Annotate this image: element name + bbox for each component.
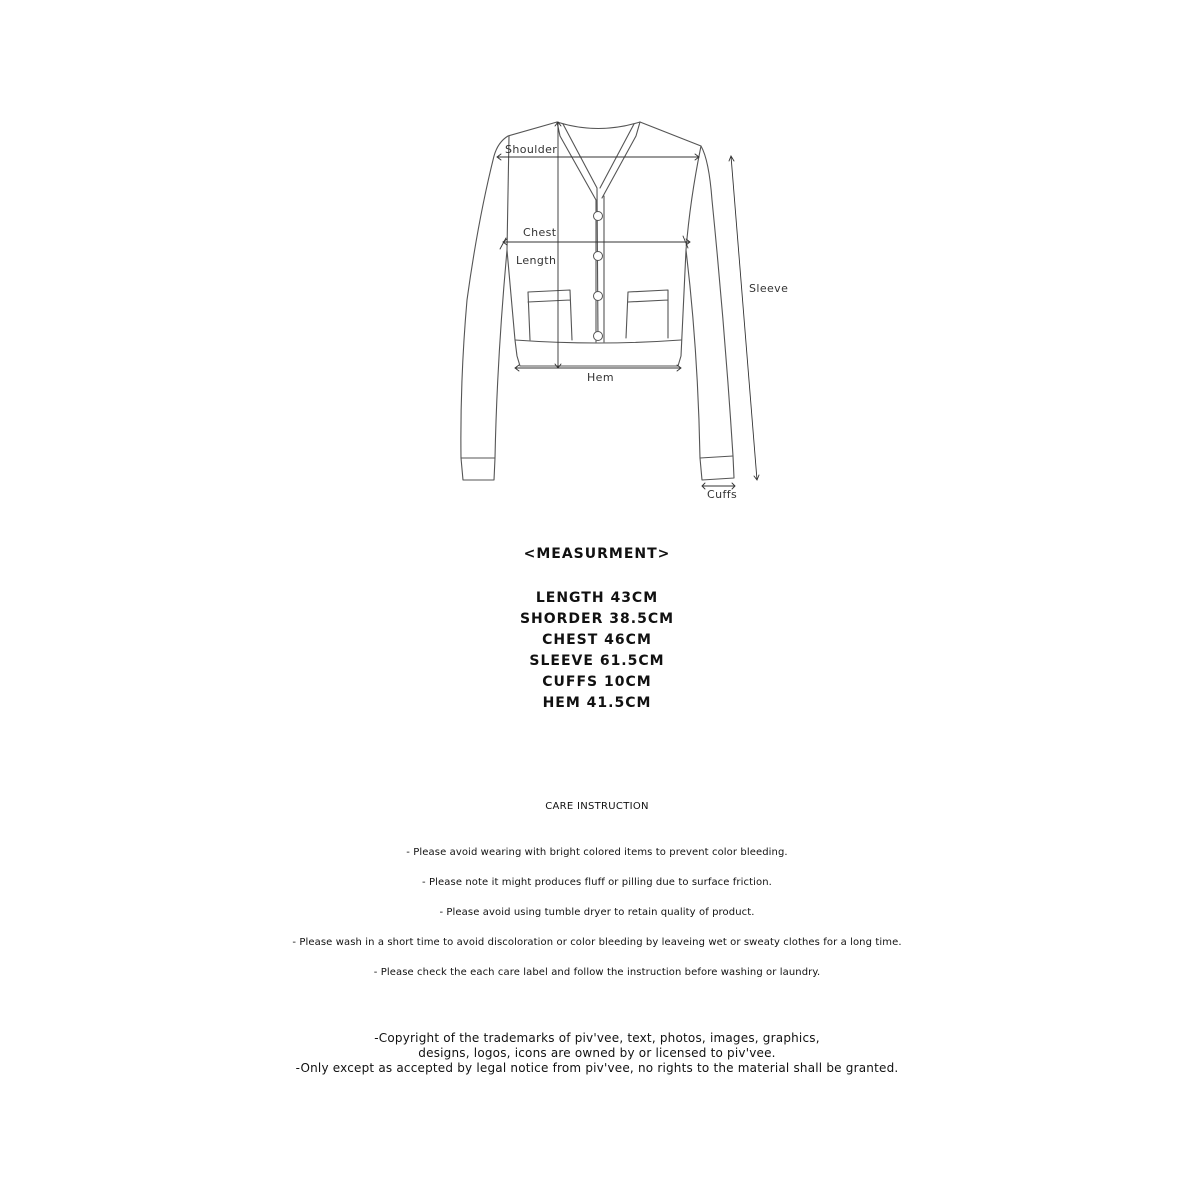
- collar-inner-right: [602, 122, 640, 198]
- measurement-sleeve: SLEEVE 61.5CM: [529, 653, 665, 669]
- copyright-line: designs, logos, icons are owned by or licensed to piv'vee.: [418, 1046, 776, 1060]
- care-list: [0, 846, 1194, 996]
- length-arrow: [555, 122, 561, 368]
- button-4: [594, 332, 603, 341]
- label-length: Length: [516, 254, 557, 267]
- measurement-shoulder: SHORDER 38.5CM: [519, 611, 675, 627]
- cardigan-diagram: [0, 0, 1194, 520]
- cardigan-illustration: [0, 0, 1194, 520]
- button-1: [594, 212, 603, 221]
- label-shoulder: Shoulder: [505, 143, 558, 156]
- copyright-line: -Copyright of the trademarks of piv'vee, text, photos, images, graphics,: [374, 1031, 820, 1045]
- pocket-left: [528, 290, 572, 340]
- copyright-line: -Only except as accepted by legal notice from piv'vee, no rights to the material shall be granted.: [295, 1061, 899, 1075]
- label-hem: Hem: [587, 371, 614, 384]
- collar-inner-left: [557, 122, 596, 200]
- button-2: [594, 252, 603, 261]
- button-3: [594, 292, 603, 301]
- cuff-right: [700, 456, 733, 458]
- care-item: - Please check the each care label and follow the instruction before washing or laundry.: [373, 967, 821, 978]
- copyright-notice: [0, 1031, 1194, 1076]
- measurement-length: LENGTH 43CM: [535, 590, 659, 606]
- measurement-chest: CHEST 46CM: [542, 632, 652, 648]
- pocket-right: [626, 290, 668, 338]
- collar-band-left: [563, 124, 598, 340]
- sleeve-arrow: [729, 156, 759, 480]
- measurement-cuffs: CUFFS 10CM: [542, 674, 652, 690]
- collar-band-right: [600, 124, 634, 188]
- armhole-right: [686, 146, 701, 250]
- label-chest: Chest: [523, 226, 557, 239]
- care-title: CARE INSTRUCTION: [545, 801, 649, 812]
- care-item: - Please avoid wearing with bright colored items to prevent color bleeding.: [406, 847, 788, 858]
- collar: [557, 122, 640, 129]
- measurement-title: <MEASURMENT>: [523, 546, 671, 562]
- measurement-hem: HEM 41.5CM: [542, 695, 652, 711]
- measurement-list: [0, 588, 1194, 714]
- label-cuffs: Cuffs: [707, 488, 738, 501]
- care-item: - Please wash in a short time to avoid discoloration or color bleeding by leaveing wet or sweaty clothes for a long time.: [292, 937, 902, 948]
- care-item: - Please avoid using tumble dryer to retain quality of product.: [439, 907, 755, 918]
- care-item: - Please note it might produces fluff or pilling due to surface friction.: [422, 877, 772, 888]
- label-sleeve: Sleeve: [749, 282, 789, 295]
